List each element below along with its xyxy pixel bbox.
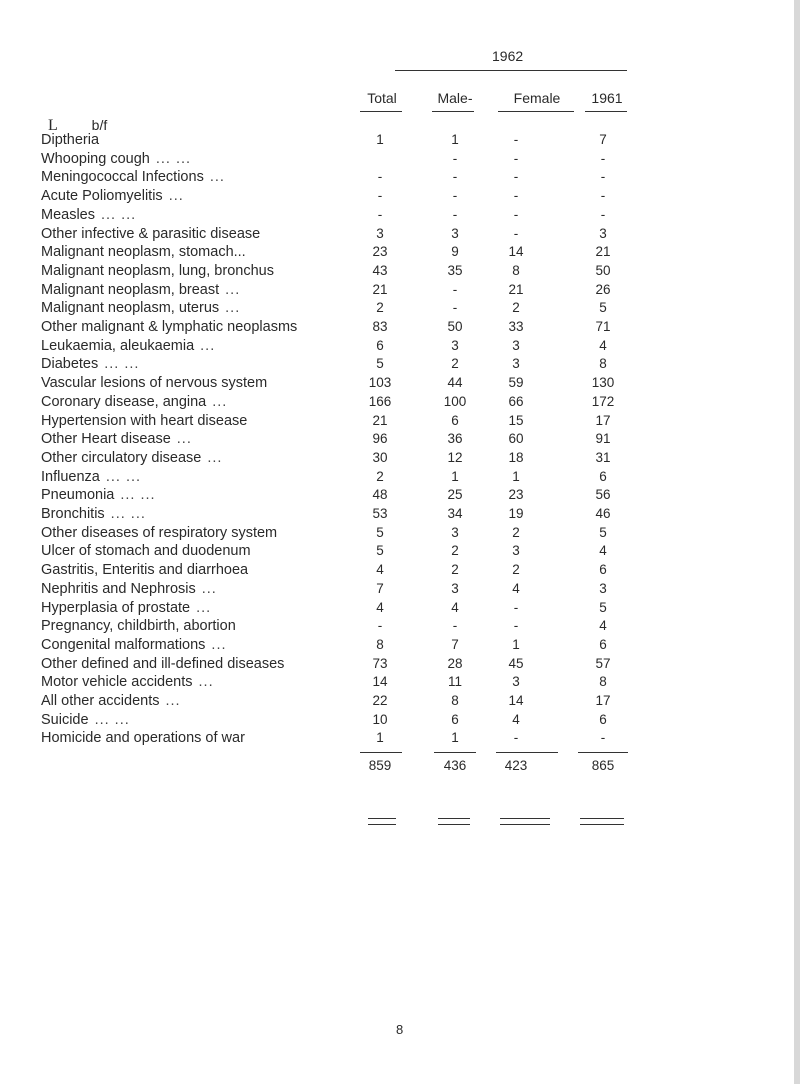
female-value: - (513, 599, 519, 615)
cause-text: Diabetes (41, 356, 99, 373)
value-1961: 7 (599, 132, 607, 147)
total-value: - (377, 169, 383, 185)
leader-dots: ... ... (120, 487, 156, 504)
female-value: 3 (512, 674, 520, 690)
cause-label (41, 674, 214, 690)
total-value: 96 (372, 431, 388, 447)
cause-text: Malignant neoplasm, breast (41, 281, 220, 298)
cause-text: Other malignant & lymphatic neoplasms (41, 319, 298, 335)
cause-label (41, 581, 217, 597)
cause-text: Other infective & parasitic disease (41, 225, 261, 242)
year-heading: 1962 (492, 48, 524, 64)
total-value: 10 (372, 711, 388, 727)
cause-text: Whooping cough (41, 150, 150, 167)
total-value: 21 (372, 281, 388, 297)
value-1961: 3 (599, 225, 607, 241)
male-value: - (452, 169, 458, 185)
table-row (0, 637, 800, 654)
total-sum: 859 (368, 758, 392, 773)
cause-text: Nephritis and Nephrosis (41, 580, 196, 597)
female-sum: 423 (504, 758, 528, 773)
male-value: 12 (447, 449, 463, 465)
table-row (0, 730, 800, 747)
leader-dots: ... (225, 281, 241, 298)
male-sum: 436 (443, 758, 467, 773)
cause-label (41, 282, 240, 298)
male-value: 25 (447, 487, 463, 503)
cause-text: Other circulatory disease (41, 449, 202, 466)
double-rule-1961 (580, 818, 624, 825)
male-value: - (452, 188, 458, 204)
table-row (0, 244, 800, 261)
cause-label (41, 730, 251, 746)
leader-dots: ... ... (104, 356, 140, 373)
total-value: 103 (368, 375, 392, 391)
table-row (0, 712, 800, 729)
header-male-underline (432, 111, 474, 112)
value-1961: 5 (599, 524, 607, 540)
header-female-underline (498, 111, 574, 112)
male-value: 35 (447, 262, 463, 278)
value-1961: 57 (595, 655, 611, 671)
male-value: - (452, 618, 458, 634)
male-value: 3 (451, 337, 459, 353)
male-value: 6 (451, 412, 459, 428)
male-value: 9 (451, 244, 459, 260)
value-1961: 4 (599, 337, 607, 353)
female-value: 60 (508, 431, 524, 447)
male-value: 1 (451, 132, 459, 147)
cause-text: Influenza (41, 468, 100, 485)
leader-dots: ... ... (94, 711, 130, 728)
total-value: 2 (376, 300, 384, 316)
table-row (0, 169, 800, 186)
male-value: 2 (451, 562, 459, 578)
cause-label (41, 207, 136, 223)
value-1961: 6 (599, 711, 607, 727)
table-row (0, 543, 800, 560)
male-value: - (452, 150, 458, 166)
cause-label (41, 375, 273, 391)
cause-text: Diptheria (41, 132, 100, 148)
header-1961-underline (585, 111, 627, 112)
cause-label (41, 300, 240, 316)
total-value: 5 (376, 543, 384, 559)
total-value: - (377, 206, 383, 222)
female-value: - (513, 730, 519, 746)
total-value: 8 (376, 636, 384, 652)
male-value: 3 (451, 524, 459, 540)
cause-label (41, 618, 242, 634)
total-value: 53 (372, 506, 388, 521)
total-value: 166 (368, 393, 392, 409)
leader-dots: ... ... (105, 468, 142, 485)
female-value: - (513, 169, 519, 185)
value-1961: 46 (595, 506, 611, 521)
female-value: 4 (512, 711, 520, 727)
cause-label (41, 394, 227, 410)
value-1961: 71 (595, 319, 611, 334)
table-row (0, 338, 800, 355)
female-value: 3 (512, 337, 520, 353)
table-row (0, 693, 800, 710)
cause-label (41, 169, 225, 185)
leader-dots: ... (200, 337, 216, 354)
cause-text: Other defined and ill-defined diseases (41, 655, 285, 672)
value-1961: 6 (599, 636, 607, 652)
female-value: - (513, 225, 519, 241)
cause-text: Malignant neoplasm, stomach... (41, 244, 246, 261)
table-row (0, 263, 800, 280)
female-value: 1 (512, 636, 520, 652)
female-value: 14 (508, 244, 524, 260)
value-1961: - (600, 730, 606, 746)
cause-label (41, 469, 141, 485)
header-total: Total (367, 90, 397, 106)
cause-label (41, 263, 280, 279)
value-1961: 17 (595, 412, 611, 428)
total-value: 21 (372, 412, 388, 428)
table-row (0, 525, 800, 542)
value-1961: - (600, 169, 606, 185)
cause-text: Pregnancy, childbirth, abortion (41, 618, 236, 635)
value-1961: 50 (595, 262, 611, 278)
cause-text: Hyperplasia of prostate (41, 599, 191, 616)
table-row (0, 188, 800, 205)
total-value: 4 (376, 562, 384, 578)
cause-text: Congenital malformations (41, 636, 206, 653)
total-value: 73 (372, 655, 388, 671)
cause-label (41, 712, 130, 728)
total-value: 5 (376, 524, 384, 540)
female-value: 3 (512, 543, 520, 559)
cause-label (41, 244, 252, 260)
value-1961: 3 (599, 580, 607, 596)
female-value: - (513, 618, 519, 634)
total-value: 14 (372, 674, 388, 690)
cause-label (41, 525, 283, 541)
female-value: 33 (508, 319, 524, 334)
cause-label (41, 132, 105, 148)
total-value: 83 (372, 319, 388, 334)
cause-text: Hypertension with heart disease (41, 412, 248, 429)
male-value: 2 (451, 543, 459, 559)
male-value: 6 (451, 711, 459, 727)
value-1961: 91 (595, 431, 611, 447)
value-1961: 56 (595, 487, 611, 503)
total-value: - (377, 188, 383, 204)
leader-dots: ... (198, 674, 214, 691)
total-value: 43 (372, 262, 388, 278)
table-row (0, 226, 800, 243)
cause-text: Meningococcal Infections (41, 169, 204, 186)
leader-dots: ... (165, 693, 181, 709)
header-1961: 1961 (591, 90, 623, 106)
value-1961: 6 (599, 468, 607, 484)
leader-dots: ... (225, 300, 241, 317)
female-value: - (513, 206, 519, 222)
table-row (0, 600, 800, 617)
cause-label (41, 506, 146, 522)
table-row (0, 413, 800, 430)
cause-text: Coronary disease, angina (41, 393, 207, 410)
male-value: 44 (447, 375, 463, 391)
cause-text: Ulcer of stomach and duodenum (41, 543, 251, 560)
female-value: 8 (512, 262, 520, 278)
male-value: 2 (451, 356, 459, 372)
cause-label (41, 431, 192, 447)
cause-text: Other diseases of respiratory system (41, 524, 278, 541)
cause-label (41, 413, 253, 429)
header-total-underline (360, 111, 402, 112)
male-value: 4 (451, 599, 459, 615)
table-row (0, 151, 800, 168)
leader-dots: ... (176, 431, 192, 448)
leader-dots: ... (196, 599, 212, 616)
cause-label (41, 356, 139, 372)
total-value: 7 (376, 580, 384, 596)
cause-text: Bronchitis (41, 506, 105, 522)
cause-text: Other Heart disease (41, 431, 171, 448)
leader-dots: ... (212, 393, 228, 410)
total-value: - (377, 618, 383, 634)
cause-text: All other accidents (41, 693, 160, 709)
cause-text: Suicide (41, 711, 89, 728)
value-1961: 130 (591, 375, 615, 391)
total-rule-female (496, 752, 558, 753)
year-underline (395, 70, 627, 71)
double-rule-male (438, 818, 470, 825)
table-row (0, 506, 800, 523)
total-value: 3 (376, 225, 384, 241)
female-value: - (513, 188, 519, 204)
cause-label (41, 226, 266, 242)
page-number: 8 (396, 1022, 404, 1037)
table-row (0, 282, 800, 299)
male-value: 1 (451, 468, 459, 484)
totals-row (0, 758, 800, 776)
table-row (0, 656, 800, 673)
female-value: - (513, 150, 519, 166)
cause-label (41, 188, 184, 204)
table-row (0, 450, 800, 467)
total-rule-total (360, 752, 402, 753)
cause-label (41, 543, 257, 559)
female-value: 59 (508, 375, 524, 391)
cause-text: Acute Poliomyelitis (41, 188, 163, 205)
male-value: 36 (447, 431, 463, 447)
value-1961: 172 (591, 393, 615, 409)
value-1961: - (600, 150, 606, 166)
cause-text: Malignant neoplasm, lung, bronchus (41, 262, 274, 279)
cause-text: Malignant neoplasm, uterus (41, 300, 220, 317)
table-row (0, 618, 800, 635)
female-value: 2 (512, 300, 520, 316)
female-value: 23 (508, 487, 524, 503)
male-value: 8 (451, 693, 459, 708)
total-value: 5 (376, 356, 384, 372)
table-row (0, 487, 800, 504)
value-1961: 17 (595, 693, 611, 708)
cause-text: Pneumonia (41, 487, 115, 504)
double-rule-female (500, 818, 550, 825)
total-value: 2 (376, 468, 384, 484)
cause-label (41, 450, 222, 466)
leader-dots: ... ... (110, 506, 146, 522)
table-row (0, 356, 800, 373)
table-row (0, 319, 800, 336)
female-value: 19 (508, 506, 524, 521)
female-value: 1 (512, 468, 520, 484)
male-value: 50 (447, 319, 463, 334)
value-1961: - (600, 206, 606, 222)
value-1961: 8 (599, 356, 607, 372)
female-value: 21 (508, 281, 524, 297)
table-row (0, 375, 800, 392)
cause-label (41, 338, 215, 354)
male-value: 1 (451, 730, 459, 746)
female-value: 45 (508, 655, 524, 671)
total-rule-1961 (578, 752, 628, 753)
value-1961: 4 (599, 618, 607, 634)
cause-label (41, 151, 191, 167)
value-1961: - (600, 188, 606, 204)
value-1961: 4 (599, 543, 607, 559)
female-value: 66 (508, 393, 524, 409)
male-value: 7 (451, 636, 459, 652)
brought-forward-label: b/f (91, 117, 108, 133)
header-female: Female (513, 90, 561, 106)
total-value: 1 (376, 132, 384, 147)
table-row (0, 132, 800, 149)
value-1961: 31 (595, 449, 611, 465)
table-row (0, 562, 800, 579)
value-1961: 5 (599, 599, 607, 615)
female-value: 3 (512, 356, 520, 372)
table-row (0, 469, 800, 486)
cause-label (41, 656, 290, 672)
table-row (0, 581, 800, 598)
cause-label (41, 600, 211, 616)
leader-dots: ... ... (101, 206, 137, 223)
cause-text: Vascular lesions of nervous system (41, 375, 268, 392)
1961-sum: 865 (591, 758, 615, 773)
total-value: 6 (376, 337, 384, 353)
total-value: 4 (376, 599, 384, 615)
cause-text: Gastritis, Enteritis and diarrhoea (41, 562, 249, 579)
double-rule-total (368, 818, 396, 825)
table-row (0, 300, 800, 317)
cause-label (41, 487, 156, 503)
cause-label (41, 319, 303, 335)
value-1961: 8 (599, 674, 607, 690)
leader-dots: ... ... (155, 150, 192, 167)
female-value: 2 (512, 524, 520, 540)
total-value: 23 (372, 244, 388, 260)
header-male: Male- (437, 90, 473, 106)
total-value: 48 (372, 487, 388, 503)
cause-label (41, 637, 227, 653)
value-1961: 5 (599, 300, 607, 316)
leader-dots: ... (168, 188, 184, 205)
leader-dots: ... (211, 636, 227, 653)
male-value: 11 (447, 674, 462, 690)
female-value: 4 (512, 580, 520, 596)
table-row (0, 207, 800, 224)
male-value: - (452, 300, 458, 316)
female-value: - (513, 132, 519, 147)
total-value: 30 (372, 449, 388, 465)
cause-text: Homicide and operations of war (41, 730, 245, 747)
male-value: - (452, 206, 458, 222)
value-1961: 26 (595, 281, 611, 297)
female-value: 14 (508, 693, 524, 708)
table-row (0, 674, 800, 691)
cause-text: Motor vehicle accidents (41, 674, 193, 691)
value-1961: 21 (595, 244, 611, 260)
prefix-letter: L (48, 117, 58, 134)
cause-label (41, 562, 254, 578)
male-value: 100 (443, 393, 467, 409)
leader-dots: ... (201, 580, 217, 597)
male-value: 3 (451, 225, 459, 241)
male-value: 3 (451, 580, 459, 596)
male-value: - (452, 281, 458, 297)
table-row (0, 431, 800, 448)
female-value: 15 (508, 412, 524, 428)
total-value: 22 (372, 693, 388, 708)
cause-text: Leukaemia, aleukaemia (41, 337, 195, 354)
male-value: 28 (447, 655, 463, 671)
female-value: 18 (508, 449, 524, 465)
total-rule-male (434, 752, 476, 753)
male-value: 34 (447, 506, 463, 521)
value-1961: 6 (599, 562, 607, 578)
leader-dots: ... (207, 449, 223, 466)
total-value: 1 (376, 730, 384, 746)
female-value: 2 (512, 562, 520, 578)
page-edge-shadow (794, 0, 800, 1084)
leader-dots: ... (209, 169, 225, 186)
cause-label (41, 693, 181, 709)
cause-text: Measles (41, 206, 95, 223)
table-row (0, 394, 800, 411)
